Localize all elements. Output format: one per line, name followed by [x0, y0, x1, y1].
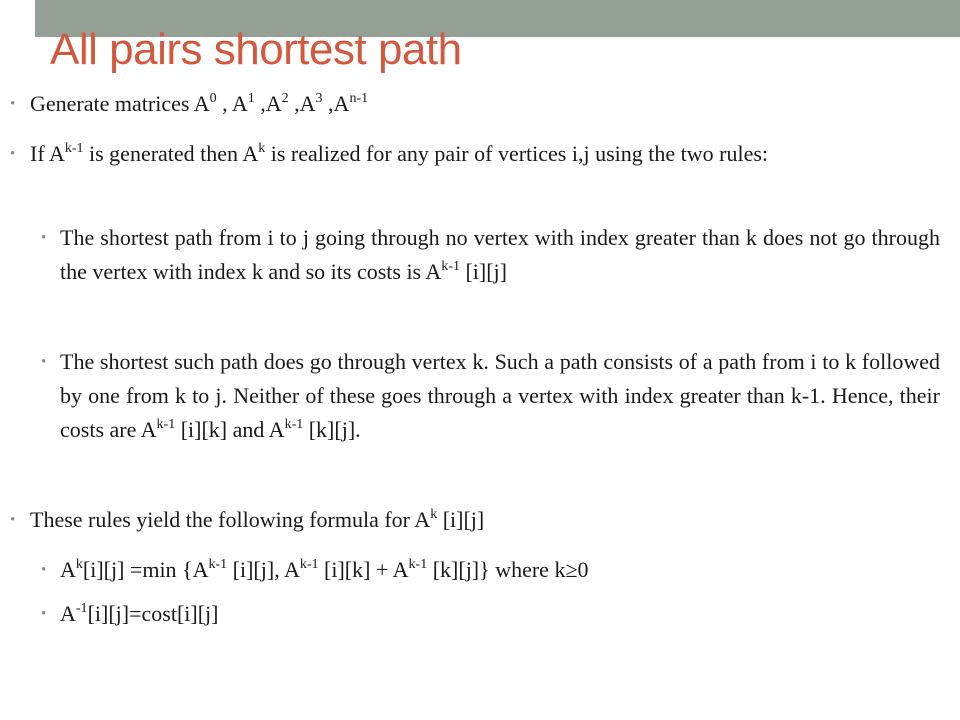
superscript: -1	[75, 601, 88, 616]
bullet-text: [i][j] =min {A	[82, 557, 209, 582]
bullet-text: ,A	[254, 91, 282, 116]
bullet-text: is realized for any pair of vertices i,j using the two rules:	[265, 141, 769, 166]
bullet-text: ,A	[288, 91, 316, 116]
bullet-dot: •	[41, 606, 47, 622]
bullet-text: [i][k] and A	[175, 417, 285, 442]
superscript: k-1	[284, 417, 304, 432]
bullet-text: A	[60, 557, 76, 582]
bullet-dot: •	[10, 146, 16, 162]
sub-bullet-formula	[41, 553, 940, 587]
bullet-text: [i][j]=cost[i][j]	[87, 601, 219, 626]
bullet-text: [i][k] + A	[318, 557, 409, 582]
superscript: k-1	[64, 141, 84, 156]
bullet-text: , A	[216, 91, 248, 116]
bullet-generate-matrices	[10, 87, 940, 121]
bullet-text: [k][j]} where k≥0	[427, 557, 589, 582]
bullet-text: Generate matrices A	[30, 91, 210, 116]
superscript: n-1	[349, 91, 369, 106]
bullet-text: [k][j].	[303, 417, 361, 442]
bullet-dot: •	[10, 512, 16, 528]
bullet-text: A	[60, 601, 76, 626]
superscript: k-1	[156, 417, 176, 432]
superscript: k	[258, 141, 266, 156]
sub-bullet-base-case	[41, 597, 940, 631]
superscript: 1	[247, 91, 255, 106]
bullet-text: These rules yield the following formula for A	[30, 507, 431, 532]
bullet-dot: •	[41, 354, 47, 370]
superscript: 2	[281, 91, 289, 106]
bullet-dot: •	[41, 562, 47, 578]
bullet-text: [i][j]	[459, 259, 507, 284]
bullet-text: is generated then A	[83, 141, 259, 166]
bullet-dot: •	[10, 96, 16, 112]
sub-bullet-no-vertex-k	[41, 221, 940, 289]
superscript: 3	[315, 91, 323, 106]
bullet-text: [i][j]	[437, 507, 485, 532]
superscript: k	[430, 507, 438, 522]
bullet-text: ,A	[322, 91, 350, 116]
bullet-text: The shortest such path does go through vertex k. Such a path consists of a path from i to k followed by one from k to j. Neither of these goes through a vertex with index greater than k-1. Hence, their costs are A	[60, 349, 940, 442]
superscript: k-1	[299, 557, 319, 572]
bullet-if-generated	[10, 137, 940, 171]
superscript: k-1	[441, 259, 460, 274]
superscript: k-1	[408, 557, 428, 572]
bullet-text: The shortest path from i to j going through no vertex with index greater than k does not go through the vertex with index k and so its costs is A	[60, 225, 940, 284]
superscript: 0	[209, 91, 217, 106]
slide-title: All pairs shortest path	[50, 25, 462, 74]
bullet-text: [i][j], A	[227, 557, 300, 582]
superscript: k	[75, 557, 83, 572]
superscript: k-1	[208, 557, 228, 572]
bullet-dot: •	[41, 230, 47, 246]
bullet-formula-intro	[10, 503, 940, 537]
bullet-text: If A	[30, 141, 65, 166]
sub-bullet-through-vertex-k	[41, 345, 940, 447]
